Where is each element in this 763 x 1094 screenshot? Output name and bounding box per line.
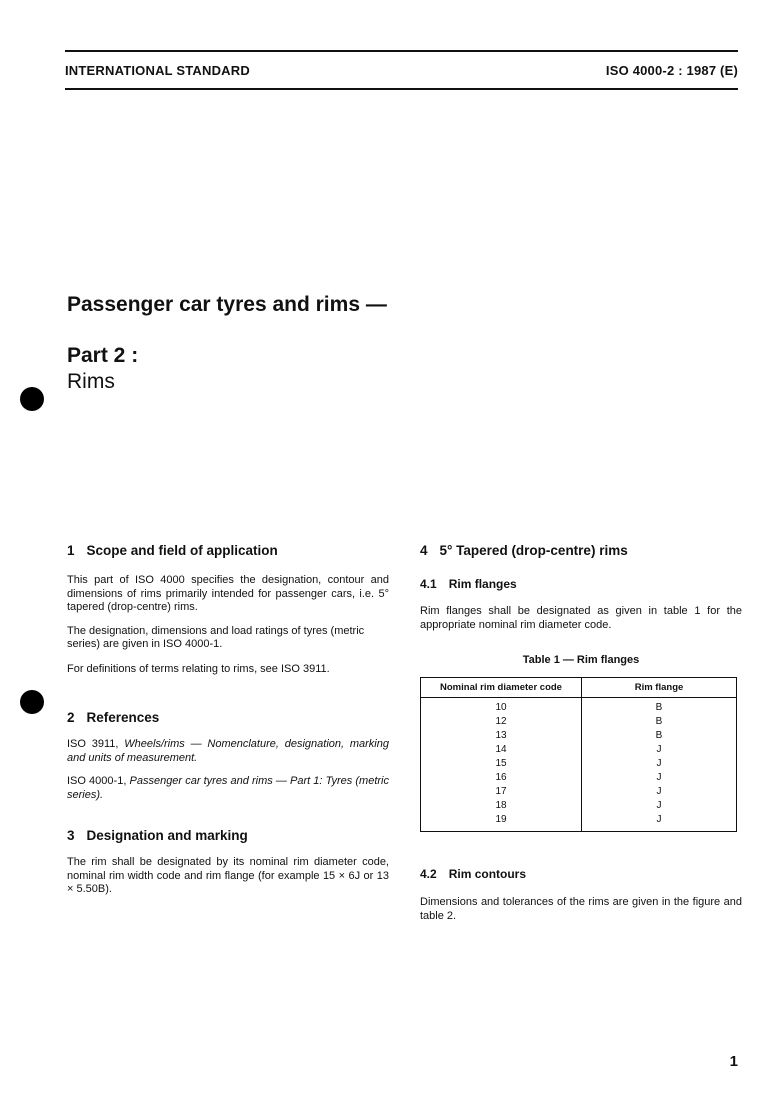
- table-column-header: Rim flange: [582, 678, 737, 698]
- section-4-2-heading: 4.2 Rim contours: [420, 867, 527, 881]
- header-bottom-rule: [65, 88, 738, 90]
- binder-hole-icon: [20, 387, 44, 411]
- part-label: Part 2 :: [67, 344, 139, 367]
- table-row: 15 J: [421, 757, 737, 771]
- header-right: ISO 4000-2 : 1987 (E): [605, 63, 738, 78]
- table-header-row: [421, 678, 737, 698]
- document-title: Passenger car tyres and rims —: [67, 293, 387, 316]
- section-4-1-heading: 4.1 Rim flanges: [420, 577, 517, 591]
- table-row: 13 B: [421, 729, 737, 743]
- table-row: 19 J: [421, 813, 737, 832]
- left-column: [67, 543, 389, 897]
- header-top-rule: [65, 50, 738, 52]
- reference-iso-3911: ISO 3911, Wheels/rims — Nomenclature, designation, marking and units of measurement.: [67, 738, 389, 764]
- table-row: 10 B: [421, 698, 737, 716]
- section-4-2-paragraph: Dimensions and tolerances of the rims are given in the figure and table 2.: [420, 896, 742, 922]
- table-rim-flanges: [420, 677, 737, 832]
- header-left: INTERNATIONAL STANDARD: [65, 63, 250, 78]
- part-subtitle: Rims: [67, 370, 115, 393]
- table-column-header: Nominal rim diameter code: [421, 678, 582, 698]
- section-1-heading: 1 Scope and field of application: [67, 543, 278, 558]
- table-row: 14 J: [421, 743, 737, 757]
- table-1-caption: Table 1 — Rim flanges: [522, 654, 640, 666]
- section-1-paragraph-3: For definitions of terms relating to rims, see ISO 3911.: [67, 662, 330, 675]
- reference-iso-4000-1: ISO 4000-1, Passenger car tyres and rims — Part 1: Tyres (metric series).: [67, 775, 389, 801]
- right-column: [420, 543, 742, 923]
- section-2-heading: 2 References: [67, 710, 160, 725]
- table-row: 17 J: [421, 785, 737, 799]
- section-4-heading: 4 5° Tapered (drop-centre) rims: [420, 543, 628, 558]
- section-4-1-paragraph: Rim flanges shall be designated as given in table 1 for the appropriate nominal rim diameter code.: [420, 605, 742, 631]
- section-1-paragraph-1: This part of ISO 4000 specifies the designation, contour and dimensions of rims primarily intended for passenger cars, i.e. 5° tapered (drop-centre) rims.: [67, 574, 389, 613]
- page-number: 1: [729, 1053, 738, 1070]
- section-1-paragraph-2: The designation, dimensions and load ratings of tyres (metric series) are given in ISO 4000-1.: [67, 624, 365, 650]
- binder-hole-icon: [20, 690, 44, 714]
- section-3-paragraph: The rim shall be designated by its nominal rim diameter code, nominal rim width code and rim flange (for example 15 × 6J or 13 × 5.50B).: [67, 856, 389, 895]
- table-row: 18 J: [421, 799, 737, 813]
- table-row: 12 B: [421, 715, 737, 729]
- table-row: 16 J: [421, 771, 737, 785]
- section-3-heading: 3 Designation and marking: [67, 828, 248, 843]
